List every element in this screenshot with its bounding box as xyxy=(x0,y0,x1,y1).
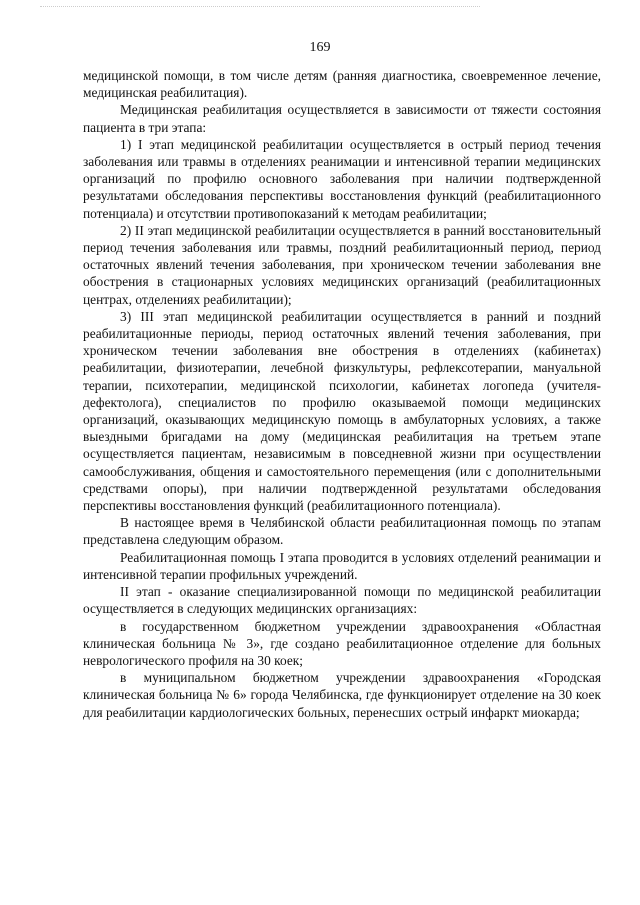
scan-artifact-line xyxy=(40,6,480,7)
paragraph-1: медицинской помощи, в том числе детям (ранняя диагностика, своевременное лечение, медицинская реабилитация). xyxy=(83,68,601,101)
paragraph-5: 3) III этап медицинской реабилитации осуществляется в ранний и поздний реабилитационные периоды, период остаточных явлений течения заболевания, при хроническом течении заболевания вне обострения в отделениях (кабинетах) реабилитации, физиотерапии, лечебной физкультуры, рефлексотерапии, мануальной терапии, психотерапии, медицинской психологии, кабинетах логопеда (учителя-дефектолога), специалистов по профилю оказываемой помощи медицинских организаций, оказывающих медицинскую помощь в амбулаторных условиях, а также выездными бригадами на дому (медицинская реабилитация на третьем этапе осуществляется пациентам, независимым в повседневной жизни при осуществлении самообслуживания, общения и самостоятельного перемещения (или с дополнительными средствами опоры), при наличии подтвержденной результатами обследования перспективы восстановления функций (реабилитационного потенциала). xyxy=(83,308,601,514)
paragraph-3: 1) I этап медицинской реабилитации осуществляется в острый период течения заболевания или травмы в отделениях реанимации и интенсивной терапии медицинских организаций по профилю основного заболевания при наличии подтвержденной результатами обследования перспективы восстановления функций (реабилитационного потенциала) и отсутствии противопоказаний к методам реабилитации; xyxy=(83,136,601,221)
paragraph-6: В настоящее время в Челябинской области реабилитационная помощь по этапам представлена следующим образом. xyxy=(83,515,601,548)
paragraph-9: в государственном бюджетном учреждении здравоохранения «Областная клиническая больница № 3», где создано реабилитационное отделение для больных неврологического профиля на 30 коек; xyxy=(83,618,601,668)
document-body xyxy=(83,67,601,721)
paragraph-7: Реабилитационная помощь I этапа проводится в условиях отделений реанимации и интенсивной терапии профильных учреждений. xyxy=(83,549,601,582)
paragraph-2: Медицинская реабилитация осуществляется в зависимости от тяжести состояния пациента в три этапа: xyxy=(83,102,601,135)
paragraph-4: 2) II этап медицинской реабилитации осуществляется в ранний восстановительный период течения заболевания или травмы, поздний реабилитационный период, период остаточных явлений течения заболевания, при хроническом течении заболевания вне обострения в стационарных условиях медицинских организаций (реабилитационных центрах, отделениях реабилитации); xyxy=(83,222,601,307)
paragraph-8: II этап - оказание специализированной помощи по медицинской реабилитации осуществляется в следующих медицинских организациях: xyxy=(83,584,601,617)
page-number: 169 xyxy=(309,40,331,55)
paragraph-10: в муниципальном бюджетном учреждении здравоохранения «Городская клиническая больница № 6» города Челябинска, где функционирует отделение на 30 коек для реабилитации кардиологических больных, перенесших острый инфаркт миокарда; xyxy=(83,670,601,720)
